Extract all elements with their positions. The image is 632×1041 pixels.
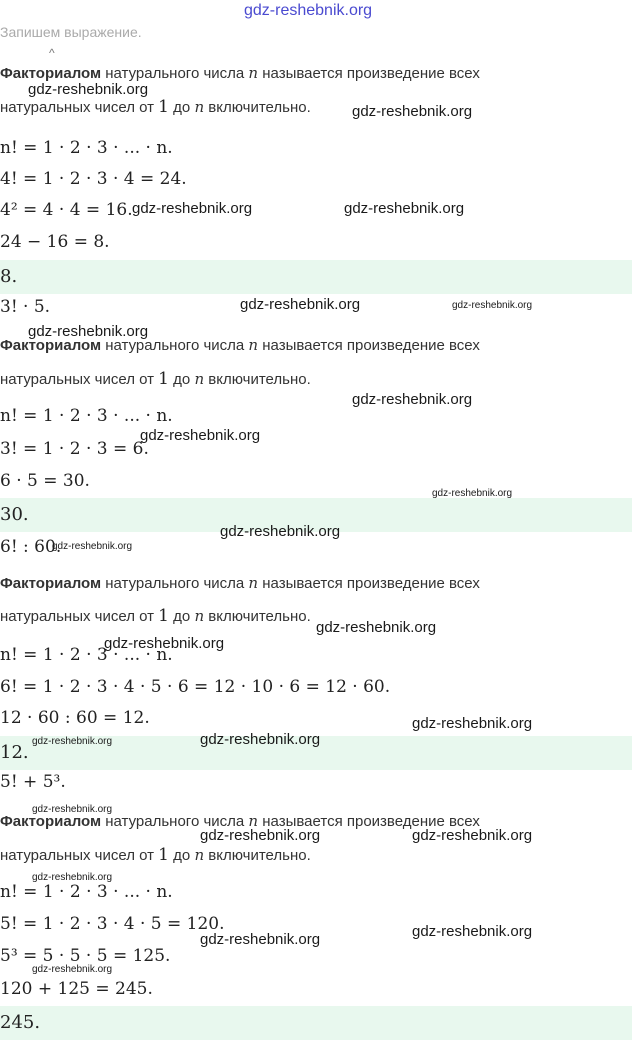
definition-line-1: Факториалом натурального числа n называется произведение всех — [0, 574, 480, 592]
caret-mark: ^ — [49, 46, 55, 60]
site-header-watermark: gdz-reshebnik.org — [244, 2, 373, 19]
definition-line-2: натуральных чисел от 1 до n включительно. — [0, 369, 311, 389]
watermark: gdz-reshebnik.org — [220, 523, 341, 540]
watermark: gdz-reshebnik.org — [412, 715, 533, 732]
watermark: gdz-reshebnik.org — [200, 827, 321, 844]
definition-line-1: Факториалом натурального числа n называется произведение всех — [0, 64, 480, 82]
expression-title: 5! + 5³. — [0, 772, 66, 792]
watermark: gdz-reshebnik.org — [32, 964, 113, 975]
step-line: 6 · 5 = 30. — [0, 471, 90, 491]
watermark: gdz-reshebnik.org — [452, 300, 533, 311]
watermark: gdz-reshebnik.org — [52, 541, 133, 552]
watermark: gdz-reshebnik.org — [200, 731, 321, 748]
watermark: gdz-reshebnik.org — [352, 103, 473, 120]
watermark: gdz-reshebnik.org — [352, 391, 473, 408]
step-line: 5³ = 5 · 5 · 5 = 125. — [0, 946, 171, 966]
step-line: n! = 1 · 2 · 3 · ... · n. — [0, 406, 173, 426]
expression-title: 3! · 5. — [0, 297, 51, 317]
watermark: gdz-reshebnik.org — [32, 736, 113, 747]
step-line: 4² = 4 · 4 = 16. — [0, 200, 133, 220]
step-line: 12 · 60 : 60 = 12. — [0, 708, 150, 728]
answer-text: 12. — [0, 742, 29, 763]
watermark: gdz-reshebnik.org — [412, 923, 533, 940]
step-line: 120 + 125 = 245. — [0, 979, 153, 999]
step-line: n! = 1 · 2 · 3 · ... · n. — [0, 138, 173, 158]
watermark: gdz-reshebnik.org — [200, 931, 321, 948]
step-line: 3! = 1 · 2 · 3 = 6. — [0, 439, 149, 459]
step-line: 24 − 16 = 8. — [0, 232, 110, 252]
watermark: gdz-reshebnik.org — [432, 488, 513, 499]
step-line: 6! = 1 · 2 · 3 · 4 · 5 · 6 = 12 · 10 · 6 = 12 · 60. — [0, 677, 391, 697]
watermark: gdz-reshebnik.org — [316, 619, 437, 636]
definition-line-1: Факториалом натурального числа n называется произведение всех — [0, 812, 480, 830]
answer-text: 245. — [0, 1012, 41, 1033]
answer-text: 30. — [0, 504, 29, 525]
answer-band — [0, 1006, 632, 1040]
intro-text: Запишем выражение. — [0, 24, 142, 40]
step-line: n! = 1 · 2 · 3 · ... · n. — [0, 645, 173, 665]
step-line: n! = 1 · 2 · 3 · ... · n. — [0, 882, 173, 902]
definition-line-1: Факториалом натурального числа n называется произведение всех — [0, 336, 480, 354]
watermark: gdz-reshebnik.org — [412, 827, 533, 844]
answer-band — [0, 260, 632, 294]
answer-text: 8. — [0, 266, 18, 287]
watermark: gdz-reshebnik.org — [132, 200, 253, 217]
watermark: gdz-reshebnik.org — [104, 635, 225, 652]
watermark: gdz-reshebnik.org — [28, 323, 149, 340]
step-line: 5! = 1 · 2 · 3 · 4 · 5 = 120. — [0, 914, 225, 934]
definition-line-2: натуральных чисел от 1 до n включительно. — [0, 606, 311, 626]
watermark: gdz-reshebnik.org — [32, 804, 113, 815]
step-line: 4! = 1 · 2 · 3 · 4 = 24. — [0, 169, 187, 189]
definition-line-2: натуральных чисел от 1 до n включительно. — [0, 845, 311, 865]
expression-title: 6! : 60. — [0, 537, 62, 557]
watermark: gdz-reshebnik.org — [140, 427, 261, 444]
watermark: gdz-reshebnik.org — [240, 296, 361, 313]
watermark: gdz-reshebnik.org — [32, 872, 113, 883]
watermark: gdz-reshebnik.org — [344, 200, 465, 217]
definition-line-2: натуральных чисел от 1 до n включительно. — [0, 97, 311, 117]
watermark: gdz-reshebnik.org — [28, 81, 149, 98]
